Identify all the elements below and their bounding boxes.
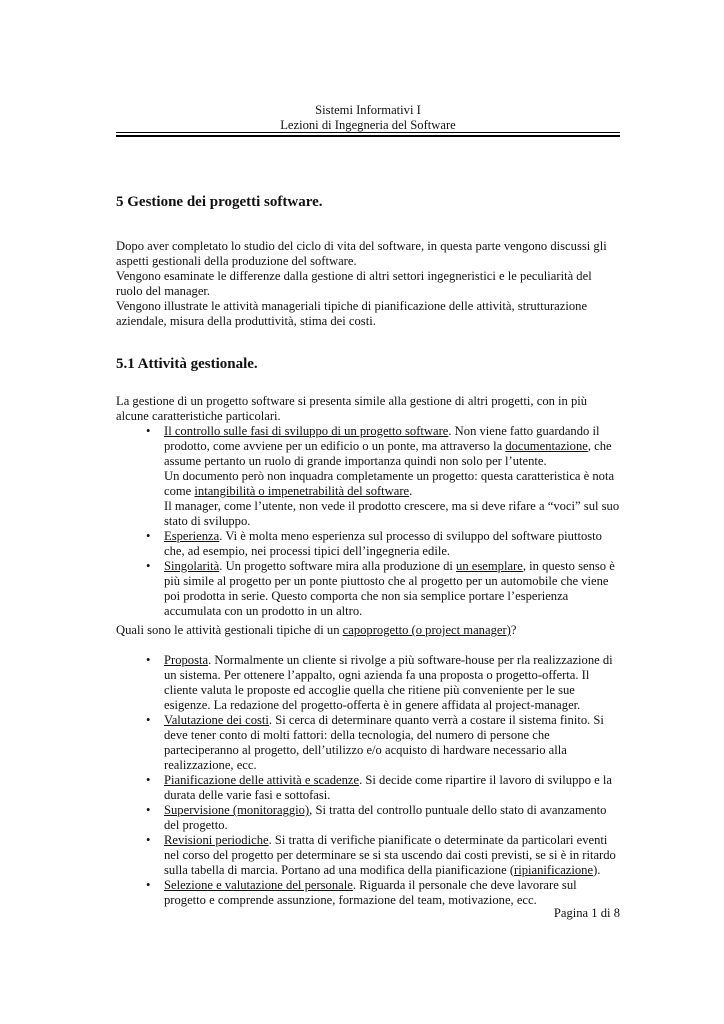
term-valutazione-costi: Valutazione dei costi xyxy=(164,713,269,727)
list-item xyxy=(116,773,620,803)
term-esperienza: Esperienza xyxy=(164,529,220,543)
section-5-1-title: 5.1 Attività gestionale. xyxy=(116,356,258,372)
item-text: , che assume pertanto un ruolo di grande importanza quindi non solo per l’utente. xyxy=(164,439,612,468)
list-item xyxy=(116,713,620,773)
question-text: Quali sono le attività gestionali tipiche di un xyxy=(116,623,343,637)
term-supervisione: Supervisione (monitoraggio) xyxy=(164,803,310,817)
list-item xyxy=(116,559,620,619)
question-paragraph xyxy=(116,623,620,638)
term-pianificazione: Pianificazione delle attività e scadenze xyxy=(164,773,360,787)
item-text: Il manager, come l’utente, non vede il prodotto crescere, ma si deve rifare a “voci” sul suo stato di sviluppo. xyxy=(164,499,620,528)
item-text: . Si decide come ripartire il lavoro di sviluppo e la durata delle varie fasi e sottofasi. xyxy=(164,773,612,802)
list-item xyxy=(116,878,620,908)
item-text: , in questo senso è più simile al progetto per un ponte piuttosto che al progetto per un automobile che viene poi prodotta in serie. Questo comporta che non sia semplice portare l’esperienza accumulata con un prodotto in un altro. xyxy=(164,559,615,618)
header-rule-thick xyxy=(116,135,620,137)
question-text: ? xyxy=(510,623,517,637)
header-line-2: Lezioni di Ingegneria del Software xyxy=(280,118,456,132)
list-item xyxy=(116,833,620,878)
page-number: Pagina 1 di 8 xyxy=(553,906,620,920)
term-un-esemplare: un esemplare xyxy=(456,559,523,573)
item-text: . Vi è molta meno esperienza sul processo di sviluppo del software piuttosto che, ad esempio, nei processi tipici dell’ingegneria edile. xyxy=(164,529,602,558)
intro-paragraph-3: Vengono illustrate le attività manageriali tipiche di pianificazione delle attività, strutturazione aziendale, misura della produttività, stima dei costi. xyxy=(116,299,588,328)
page-header xyxy=(116,103,620,133)
section-5-1-intro: La gestione di un progetto software si presenta simile alla gestione di altri progetti, con in più alcune caratteristiche particolari. xyxy=(116,394,588,423)
item-text: . Non viene fatto guardando il prodotto, come avviene per un edificio o un ponte, ma attraverso la xyxy=(164,424,600,453)
section-5-title: 5 Gestione dei progetti software. xyxy=(116,194,323,210)
term-singolarita: Singolarità xyxy=(164,559,220,573)
header-line-1: Sistemi Informativi I xyxy=(315,103,421,117)
item-text: , Si tratta del controllo puntuale dello stato di avanzamento del progetto. xyxy=(164,803,607,832)
intro-paragraph-2: Vengono esaminate le differenze dalla gestione di altri settori ingegneristici e le peculiarità del ruolo del manager. xyxy=(116,269,592,298)
item-text: Un documento però non inquadra completamente un progetto: questa caratteristica è nota come xyxy=(164,469,615,498)
item-text: . Normalmente un cliente si rivolge a più software-house per rla realizzazione di un sistema. Per ottenere l’appalto, ogni azienda fa una proposta o progetto-offerta. Il cliente valuta le proposte ed accoglie quella che ritiene più conveniente per le sue esigenze. La redazione del progetto-offerta è in genere affidata al project-manager. xyxy=(164,653,613,712)
item-text: . Riguarda il personale che deve lavorare sul progetto e comprende assunzione, formazione del team, motivazione, ecc. xyxy=(164,878,577,907)
term-intangibilita: intangibilità o impenetrabilità del software xyxy=(194,484,410,498)
list-item xyxy=(116,803,620,833)
term-capoprogetto: capoprogetto (o project manager) xyxy=(342,623,511,637)
list-item xyxy=(116,653,620,713)
term-proposta: Proposta xyxy=(164,653,209,667)
header-rule-thin xyxy=(116,132,620,133)
item-text: ). xyxy=(593,863,601,877)
term-selezione-personale: Selezione e valutazione del personale xyxy=(164,878,353,892)
item-text: . xyxy=(409,484,413,498)
intro-paragraph-1: Dopo aver completato lo studio del ciclo di vita del software, in questa parte vengono discussi gli aspetti gestionali della produzione del software. xyxy=(116,239,607,268)
section-5-intro xyxy=(116,239,620,329)
activities-list xyxy=(116,653,620,908)
term-revisioni: Revisioni periodiche xyxy=(164,833,269,847)
list-item xyxy=(116,424,620,529)
term-controllo: Il controllo sulle fasi di sviluppo di un progetto software xyxy=(164,424,449,438)
item-text: . Si cerca di determinare quanto verrà a costare il sistema finito. Si deve tener conto di molti fattori: della tecnologia, del numero di persone che parteciperanno al progetto, dell’utilizzo e/o acquisto di hardware necessario alla realizzazione, ecc. xyxy=(164,713,604,772)
item-text: . Un progetto software mira alla produzione di xyxy=(219,559,457,573)
term-documentazione: documentazione xyxy=(505,439,588,453)
item-text: . Si tratta di verifiche pianificate o determinate da particolari eventi nel corso del progetto per determinare se si sta uscendo dai costi previsti, se si è in ritardo sulla tabella di marcia. Portano ad una modifica della pianificazione ( xyxy=(164,833,616,877)
list-item xyxy=(116,529,620,559)
characteristics-list xyxy=(116,424,620,619)
term-ripianificazione: ripianificazione xyxy=(514,863,594,877)
